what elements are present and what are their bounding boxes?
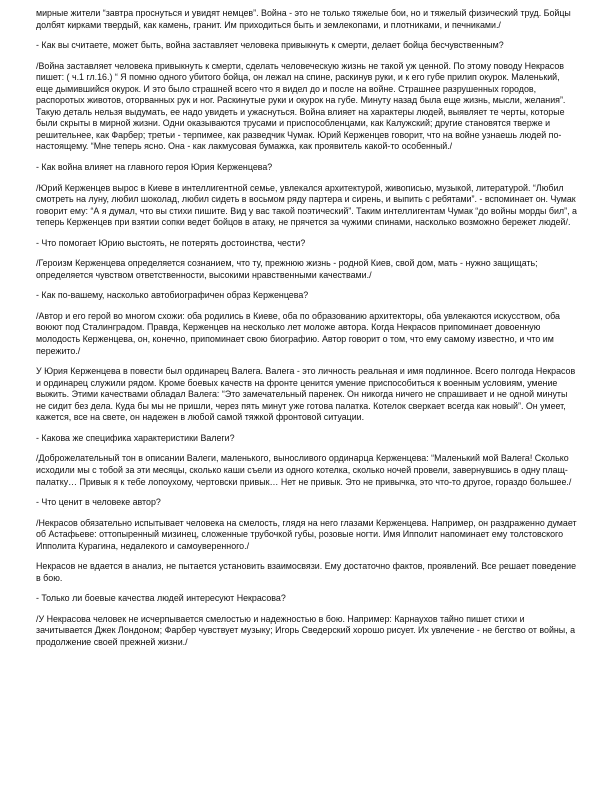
paragraph-text: Некрасов не вдается в анализ, не пытается установить взаимосвязи. Ему достаточно фактов, проявлений. Все решает поведение в бою. <box>36 561 577 583</box>
question-text: - Как вы считаете, может быть, война заставляет человека привыкнуть к смерти, делает бойца бесчувственным? <box>36 40 504 51</box>
answer-text: /У Некрасова человек не исчерпывается смелостью и надежностью в бою. Например: Карнаухов тайно пишет стихи и зачитывается Джек Лондоном; Фарбер чувствует музыку; Игорь Сведерский хорошо рисует. Их увлечение - не бегство от войны, а продолжение своей прежней жизни./ <box>36 613 576 647</box>
answer-text: /Некрасов обязательно испытывает человека на смелость, глядя на него глазами Керженцева. Например, он раздраженно думает об Астафьеве: оттопыренный мизинец, сложенные трубочкой губы, розовые ногти. Имя Ипполит напоминает ему толстовского Ипполита Курагина, недалекого и самоуверенного./ <box>36 517 577 551</box>
answer-text: /Автор и его герой во многом схожи: оба родились в Киеве, оба по образованию архитекторы, оба увлекаются искусством, оба воюют под Сталинградом. Правда, Керженцев на несколько лет моложе автора. Когда Некрасов припоминает довоенную молодость Керженцева, он, конечно, припоминает свою биографию. Автор говорит о том, что ему самому известно, и что им пережито./ <box>36 310 560 356</box>
question-text: - Только ли боевые качества людей интересуют Некрасова? <box>36 593 286 604</box>
question-text: - Как война влияет на главного героя Юрия Керженцева? <box>36 162 273 173</box>
paragraph-text: мирные жители “завтра проснуться и увидят немцев”. Война - это не только тяжелые бои, но и тяжелый физический труд. Бойцы долбят кирками твердый, как камень, гранит. Им приходиться быть и землекопами, и плотниками, и печниками./ <box>36 8 571 30</box>
answer-text: /Героизм Керженцева определяется сознанием, что ту, прежнюю жизнь - родной Киев, свой дом, мать - нужно защищать; определяется чувством ответственности, высокими нравственными качествами./ <box>36 258 538 280</box>
question-text: - Что ценит в человеке автор? <box>36 497 161 508</box>
question-text: - Что помогает Юрию выстоять, не потерять достоинства, чести? <box>36 237 306 248</box>
question-text: - Как по-вашему, насколько автобиографичен образ Керженцева? <box>36 290 309 301</box>
answer-text: /Война заставляет человека привыкнуть к смерти, сделать человеческую жизнь не такой уж ценной. По этому поводу Некрасов пишет: ( ч.1 гл.16.) “ Я помню одного убитого бойца, он лежал на спине, раскинув руки, и к его губе прилип окурок. Маленький, еще дымившийся окурок. И это было страшней всего что я видел до и после на войне. Страшнее разрушенных городов, распоротых животов, оторванных рук и ног. Раскинутые руки и окурок на губе. Минуту назад была еще жизнь, мысли, желания”. Такую деталь нельзя выдумать, ее надо увидеть и ужаснуться. Война влияет на характеры людей, выявляет те черты, которые были скрыты в мирной жизни. Одни оказываются трусами и приспособленцами, как Калужский; другие становятся тверже и решительнее, как Фарбер; третьи - терпимее, как разведчик Чумак. Юрий Керженцев говорит, что на войне узнаешь людей по-настоящему. “Мне теперь ясно. Она - как лакмусовая бумажка, как проявитель какой-то особенный./ <box>36 60 566 152</box>
document-body <box>36 8 578 658</box>
answer-text: /Юрий Керженцев вырос в Киеве в интеллигентной семье, увлекался архитектурой, живописью, музыкой, литературой. “Любил смотреть на луну, любил шоколад, любил сидеть в восьмом ряду партера и сирень, и выпить с ребятами”. - вспоминает он. Чумак говорит ему: “А я думал, что вы стихи пишите. Вид у вас такой поэтический”. Таким интеллигентам Чумак “до войны морды бил”, а теперь Керженцев при взятии сопки ведет бойцов в атаку, не прячется за чужими спинами, насколько возможно бережет людей/. <box>36 182 577 228</box>
question-text: - Какова же специфика характеристики Валеги? <box>36 432 235 443</box>
answer-text: /Доброжелательный тон в описании Валеги, маленького, выносливого ординарца Керженцева: “Маленький мой Валега! Сколько исходили мы с тобой за эти месяцы, сколько каши съели из одного котелка, сколько ночей провели, завернувшись в одну плащ-палатку… Привык я к тебе лопоухому, чертовски привык… Нет не привык. Это не привычка, это что-то другое, гораздо большее./ <box>36 453 572 487</box>
paragraph-text: У Юрия Керженцева в повести был ординарец Валега. Валега - это личность реальная и имя подлинное. Всего полгода Некрасов и ординарец служили рядом. Кроме боевых качеств на фронте ценится умение приспособиться к военным условиям, умение выжить. Этими качествами обладал Валега: “Это замечательный паренек. Он никогда ничего не спрашивает и не одной минуты не сидит без дела. Куда бы мы не пришли, через пять минут уже готова палатка. Котелок сверкает всегда как новый”. Он умеет, кажется, все на свете, он надежен в любой самой тяжкой фронтовой ситуации. <box>36 366 576 423</box>
